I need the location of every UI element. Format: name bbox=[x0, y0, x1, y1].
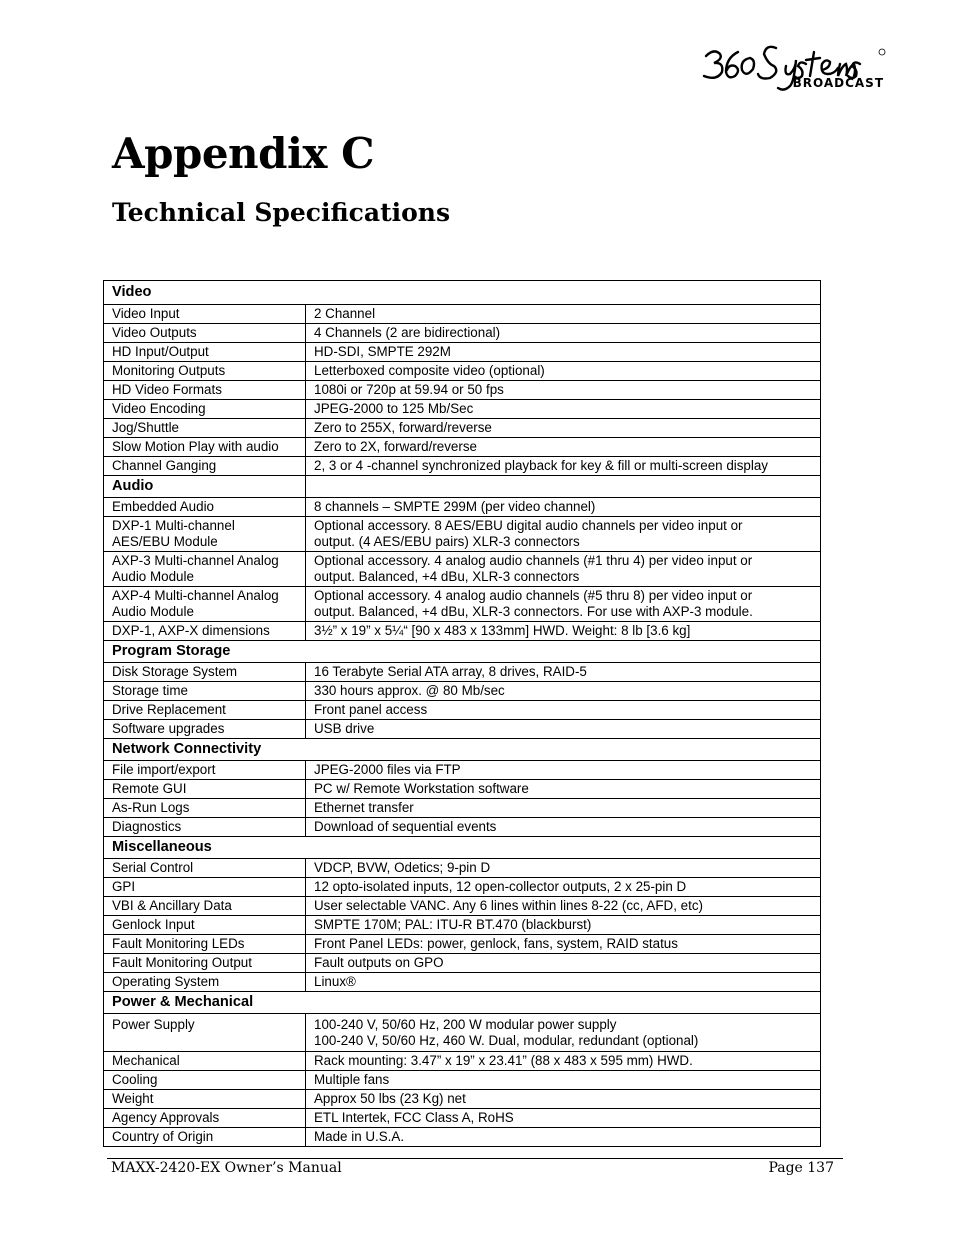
table-row: HD Input/Output HD-SDI, SMPTE 292M bbox=[104, 343, 821, 362]
table-row: Diagnostics Download of sequential events bbox=[104, 818, 821, 837]
table-row: File import/export JPEG-2000 files via FTP bbox=[104, 761, 821, 780]
table-row: Drive Replacement Front panel access bbox=[104, 701, 821, 720]
table-row: VBI & Ancillary Data User selectable VANC. Any 6 lines within lines 8-22 (cc, AFD, etc) bbox=[104, 897, 821, 916]
table-row: DXP-1 Multi-channel AES/EBU Module Optional accessory. 8 AES/EBU digital audio channels per video input or output. (4 AES/EBU pairs) XLR-3 connectors bbox=[104, 517, 821, 552]
footer-page-number: Page 137 bbox=[768, 1160, 834, 1176]
table-row: Country of Origin Made in U.S.A. bbox=[104, 1128, 821, 1147]
table-row: Slow Motion Play with audio Zero to 2X, forward/reverse bbox=[104, 438, 821, 457]
table-row: Operating System Linux® bbox=[104, 973, 821, 992]
table-row: AXP-3 Multi-channel Analog Audio Module Optional accessory. 4 analog audio channels (#1 thru 4) per video input or output. Balanced, +4 dBu, XLR-3 connectors bbox=[104, 552, 821, 587]
table-row: Monitoring Outputs Letterboxed composite video (optional) bbox=[104, 362, 821, 381]
table-row: Storage time 330 hours approx. @ 80 Mb/sec bbox=[104, 682, 821, 701]
table-row: Weight Approx 50 lbs (23 Kg) net bbox=[104, 1090, 821, 1109]
table-row: Jog/Shuttle Zero to 255X, forward/reverse bbox=[104, 419, 821, 438]
table-row: As-Run Logs Ethernet transfer bbox=[104, 799, 821, 818]
table-row: Power Supply 100-240 V, 50/60 Hz, 200 W modular power supply 100-240 V, 50/60 Hz, 460 W. Dual, modular, redundant (optional) bbox=[104, 1014, 821, 1052]
table-row: GPI 12 opto-isolated inputs, 12 open-collector outputs, 2 x 25-pin D bbox=[104, 878, 821, 897]
table-row: Fault Monitoring Output Fault outputs on GPO bbox=[104, 954, 821, 973]
section-header-video: Video bbox=[104, 281, 821, 305]
table-row: Channel Ganging 2, 3 or 4 -channel synchronized playback for key & fill or multi-screen display bbox=[104, 457, 821, 476]
table-row: Agency Approvals ETL Intertek, FCC Class A, RoHS bbox=[104, 1109, 821, 1128]
table-row: Mechanical Rack mounting: 3.47” x 19” x 23.41” (88 x 483 x 595 mm) HWD. bbox=[104, 1052, 821, 1071]
table-row: HD Video Formats 1080i or 720p at 59.94 or 50 fps bbox=[104, 381, 821, 400]
table-row: Serial Control VDCP, BVW, Odetics; 9-pin D bbox=[104, 859, 821, 878]
table-row: AXP-4 Multi-channel Analog Audio Module Optional accessory. 4 analog audio channels (#5 thru 8) per video input or output. Balanced, +4 dBu, XLR-3 connectors. For use with AXP-3 module. bbox=[104, 587, 821, 622]
table-row: Software upgrades USB drive bbox=[104, 720, 821, 739]
section-header-network-connectivity: Network Connectivity bbox=[104, 739, 821, 761]
footer-manual-title: MAXX-2420-EX Owner’s Manual bbox=[111, 1160, 342, 1176]
table-row: Remote GUI PC w/ Remote Workstation software bbox=[104, 780, 821, 799]
section-title: Technical Specifications bbox=[112, 198, 451, 227]
footer-divider bbox=[107, 1158, 843, 1159]
table-row: Video Encoding JPEG-2000 to 125 Mb/Sec bbox=[104, 400, 821, 419]
table-row: Disk Storage System 16 Terabyte Serial ATA array, 8 drives, RAID-5 bbox=[104, 663, 821, 682]
table-row: DXP-1, AXP-X dimensions 3½” x 19” x 5¼“ [90 x 483 x 133mm] HWD. Weight: 8 lb [3.6 kg] bbox=[104, 622, 821, 641]
table-row: Genlock Input SMPTE 170M; PAL: ITU-R BT.470 (blackburst) bbox=[104, 916, 821, 935]
table-row: Cooling Multiple fans bbox=[104, 1071, 821, 1090]
table-row: Fault Monitoring LEDs Front Panel LEDs: power, genlock, fans, system, RAID status bbox=[104, 935, 821, 954]
specifications-table bbox=[103, 280, 821, 1147]
table-row: Video Outputs 4 Channels (2 are bidirectional) bbox=[104, 324, 821, 343]
chapter-title: Appendix C bbox=[112, 129, 374, 178]
logo-broadcast-text: BROADCAST bbox=[792, 76, 884, 90]
table-row: Video Input 2 Channel bbox=[104, 305, 821, 324]
table-row: Embedded Audio 8 channels – SMPTE 299M (per video channel) bbox=[104, 498, 821, 517]
section-header-program-storage: Program Storage bbox=[104, 641, 821, 663]
section-header-audio: Audio bbox=[104, 476, 821, 498]
section-header-miscellaneous: Miscellaneous bbox=[104, 837, 821, 859]
section-header-power-mechanical: Power & Mechanical bbox=[104, 992, 821, 1014]
company-logo bbox=[694, 36, 890, 96]
